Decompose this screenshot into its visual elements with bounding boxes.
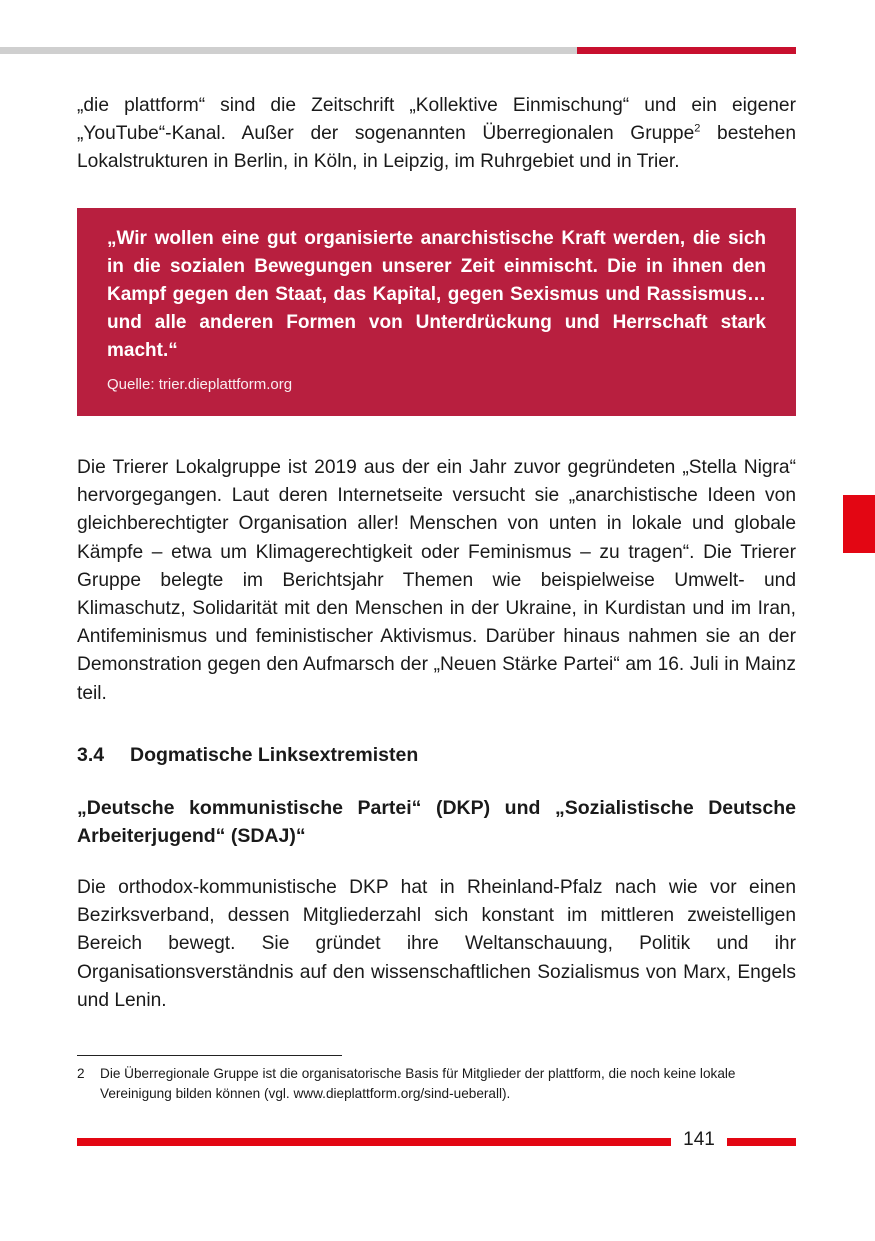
footnote-divider [77, 1055, 342, 1056]
footer-red-bar-left [77, 1138, 671, 1146]
subheading-block [77, 794, 796, 850]
intro-paragraph [77, 92, 796, 177]
footnote-text: Die Überregionale Gruppe ist die organisatorische Basis für Mitglieder der plattform, die noch keine lokale Vereinigung bilden können (vgl. www.dieplattform.org/sind-ueberall). [100, 1066, 736, 1101]
quote-source: Quelle: trier.dieplattform.org [107, 376, 293, 393]
trier-paragraph-block [77, 454, 796, 708]
subheading: „Deutsche kommunistische Partei“ (DKP) und „Sozialistische Deutsche Arbeiterjugend“ (SDAJ)“ [77, 797, 796, 847]
quote-text: „Wir wollen eine gut organisierte anarchistische Kraft werden, die sich in die sozialen Bewegungen unserer Zeit einmischt. Die in ihnen den Kampf gegen den Staat, das Kapital, gegen Sexismus und Rassismus… und alle anderen Formen von Unterdrückung und Herrschaft stark macht.“ [107, 228, 766, 361]
dkp-paragraph: Die orthodox-kommunistische DKP hat in Rheinland-Pfalz nach wie vor einen Bezirksverband, dessen Mitgliederzahl sich konstant im mittleren zweistelligen Bereich bewegt. Sie gründet ihre Weltanschauung, Politik und ihr Organisationsverständnis auf den wissenschaftlichen Sozialismus von Marx, Engels und Lenin. [77, 877, 796, 1011]
chapter-tab-marker [843, 495, 875, 553]
page-number: 141 [683, 1129, 715, 1150]
section-heading [77, 741, 796, 769]
dkp-paragraph-block [77, 874, 796, 1015]
footer-red-bar-right [727, 1138, 796, 1146]
header-red-bar [577, 47, 796, 54]
intro-paragraph-block [77, 92, 796, 177]
intro-text-after: bestehen Lokalstrukturen in Berlin, in Köln, in Leipzig, im Ruhrgebiet und in Trier. [77, 123, 796, 173]
section-title: Dogmatische Linksextremisten [130, 744, 419, 766]
footnote-reference[interactable]: 2 [694, 122, 701, 135]
footnote-number: 2 [77, 1066, 85, 1081]
intro-text: „die plattform“ sind die Zeitschrift „Kollektive Einmischung“ und ein eigener „YouTube“-Kanal. Außer der sogenannten Überregionalen Gruppe [77, 95, 796, 145]
footnote [77, 1064, 796, 1104]
trier-paragraph: Die Trierer Lokalgruppe ist 2019 aus der ein Jahr zuvor gegründeten „Stella Nigra“ hervorgegangen. Laut deren Internetseite versucht sie „anarchistische Ideen von gleichberechtigter Organisation aller! Menschen von unten in lokale und globale Kämpfe – etwa um Klimagerechtigkeit oder Feminismus – zu tragen“. Die Trierer Gruppe belegte im Berichtsjahr Themen wie beispielweise Umwelt- und Klimaschutz, Solidarität mit den Menschen in der Ukraine, in Kurdistan und im Iran, Antifeminismus und feministischer Aktivismus. Darüber hinaus nahmen sie an der Demonstration gegen den Aufmarsch der „Neuen Stärke Partei“ am 16. Juli in Mainz teil. [77, 457, 796, 704]
section-number: 3.4 [77, 744, 105, 766]
quote-box [77, 208, 796, 416]
header-grey-bar [0, 47, 577, 54]
